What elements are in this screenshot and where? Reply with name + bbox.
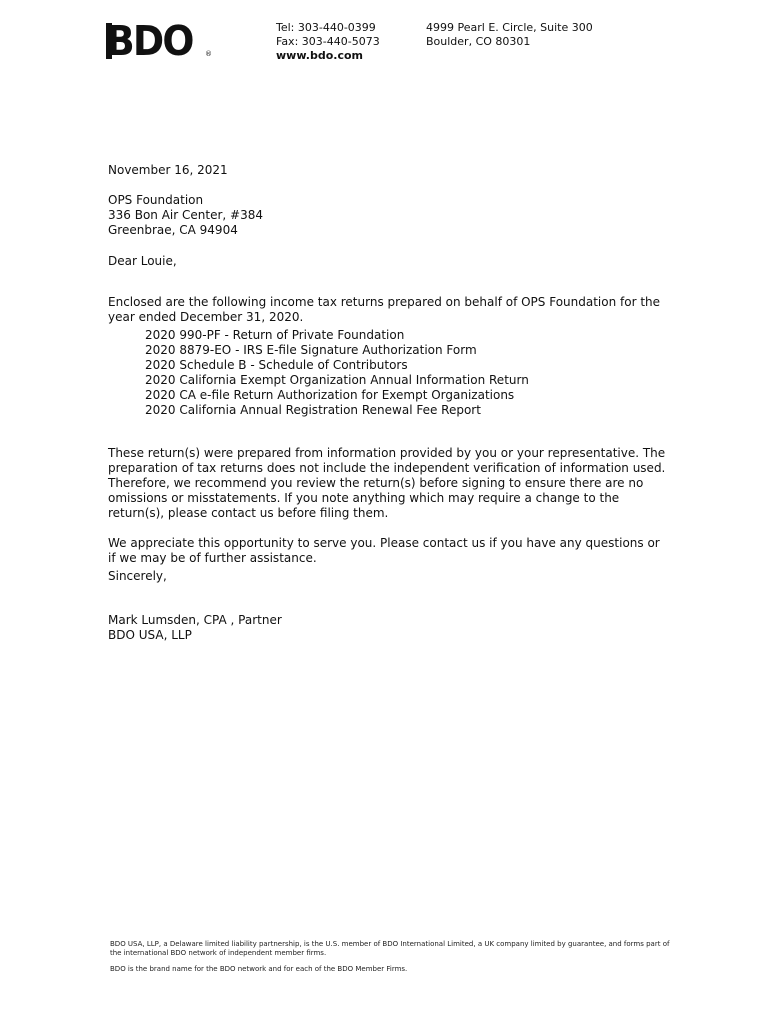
closing: Sincerely, [108, 569, 167, 583]
bdo-logo [106, 17, 212, 65]
website-link[interactable]: www.bdo.com [276, 49, 363, 62]
signature-block [108, 613, 668, 643]
list-item: 2020 8879-EO - IRS E-file Signature Authorization Form [145, 343, 477, 357]
footer-legal-text: BDO USA, LLP, a Delaware limited liability partnership, is the U.S. member of BDO International Limited, a UK company limited by guarantee, and forms part of the international BDO network of independent member firms. [110, 940, 670, 957]
returns-list [145, 328, 529, 418]
recipient-city: Greenbrae, CA 94904 [108, 223, 238, 237]
footer-brand-text: BDO is the brand name for the BDO network and for each of the BDO Member Firms. [110, 965, 408, 973]
list-item: 2020 California Exempt Organization Annual Information Return [145, 373, 529, 387]
logo-text: BDO [106, 17, 193, 65]
recipient-address [108, 193, 668, 238]
telephone: Tel: 303-440-0399 [276, 21, 376, 34]
firm-name: BDO USA, LLP [108, 628, 192, 642]
registered-mark: ® [205, 50, 212, 58]
office-address-line-2: Boulder, CO 80301 [426, 35, 531, 48]
recipient-street: 336 Bon Air Center, #384 [108, 208, 263, 222]
letter-date: November 16, 2021 [108, 163, 228, 177]
recipient-name: OPS Foundation [108, 193, 204, 207]
intro-paragraph: Enclosed are the following income tax returns prepared on behalf of OPS Foundation for the year ended December 31, 2020. [108, 295, 661, 324]
salutation: Dear Louie, [108, 254, 177, 268]
office-address-line-1: 4999 Pearl E. Circle, Suite 300 [426, 21, 593, 34]
contact-details [276, 21, 380, 63]
fax: Fax: 303-440-5073 [276, 35, 380, 48]
signer-name: Mark Lumsden, CPA , Partner [108, 613, 282, 627]
list-item: 2020 California Annual Registration Renewal Fee Report [145, 403, 481, 417]
list-item: 2020 Schedule B - Schedule of Contributors [145, 358, 408, 372]
office-address [426, 21, 593, 49]
list-item: 2020 CA e-file Return Authorization for Exempt Organizations [145, 388, 515, 402]
appreciation-paragraph: We appreciate this opportunity to serve you. Please contact us if you have any questions or if we may be of further assistance. [108, 536, 660, 565]
review-paragraph: These return(s) were prepared from information provided by you or your representative. The preparation of tax returns does not include the independent verification of information used. Therefore, we recommend you review the return(s) before signing to ensure there are no omissions or misstatements. If you note anything which may require a change to the return(s), please contact us before filing them. [108, 446, 666, 520]
list-item: 2020 990-PF - Return of Private Foundation [145, 328, 405, 342]
